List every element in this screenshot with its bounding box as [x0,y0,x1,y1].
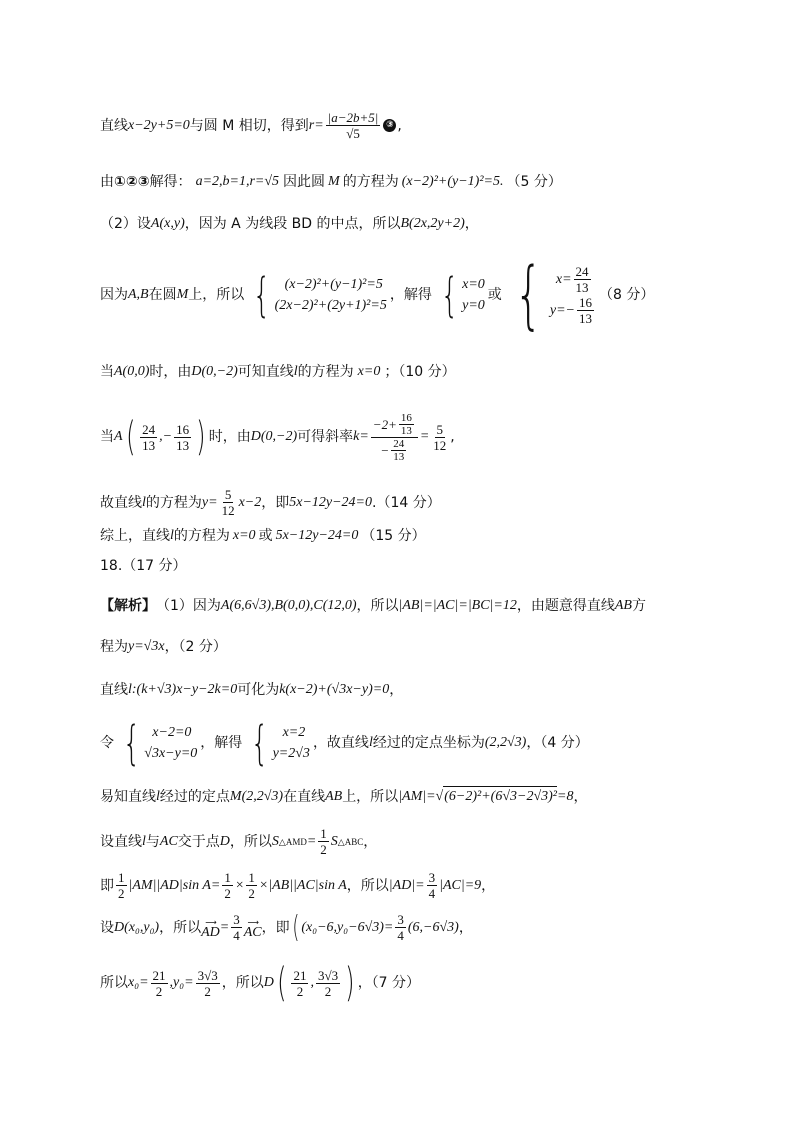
line-14 [100,786,587,807]
math: l:(k+√3)x−y−2k=0 [128,682,238,697]
line-12 [100,680,403,700]
text: 经过的定点坐标为 [372,735,485,751]
score: ，（2 分） [164,639,227,655]
text: ，所以 [356,598,399,614]
math: |AB|=|AC|=|BC|=12 [398,598,517,613]
text: 的方程为 [145,494,202,511]
numerator: 1 [248,870,255,885]
math: S [330,833,338,849]
math: D(x₀,y₀) [114,919,160,935]
math: l [368,735,373,750]
circled-refs: ①②③ [114,174,150,190]
denominator: 13 [400,424,412,437]
numerator: 24 [575,264,589,279]
denominator: 4 [397,928,404,943]
solution-system [435,268,485,322]
fraction [151,968,168,999]
equation: x=0 [462,277,485,292]
text: ，故直线 [312,735,369,751]
line-3 [100,214,479,234]
equation: (2x−2)²+(2y+1)²=5 [274,298,387,313]
vector-arrow-icon: ⟶ [205,917,216,927]
numerator: 5 [436,421,444,437]
math: (2,2√3) [241,788,284,804]
math: |AM||AD|sin A= [128,877,221,893]
right-paren: ) [345,960,355,1006]
analysis-tag: 【解析】 [100,598,156,614]
math: l [293,364,298,379]
math: AB [614,598,632,613]
text: 综上，直线 [100,528,170,544]
math: k= [353,429,369,444]
fraction [116,870,127,901]
left-paren: ( [125,414,136,460]
numerator: |a−2b+5| [327,110,379,125]
text: ，所以 [346,877,389,894]
text: , [397,117,402,134]
numerator: 16 [176,421,190,437]
numerator: 1 [118,870,125,885]
fraction [577,295,594,326]
math: M [229,788,242,804]
equation [550,295,596,326]
fraction [399,412,414,437]
numerator: 16 [400,411,412,424]
fraction [231,912,242,943]
fraction [574,264,591,295]
text: 直线 [100,117,128,134]
vector [201,918,220,938]
math: y=√3x [128,639,165,654]
math: |AC|=9 [439,877,482,893]
line-4 [100,252,655,338]
text: 故直线 [100,494,142,511]
text: 解得： [149,174,192,190]
math: ,y₀= [169,975,194,990]
line-10 [100,596,646,616]
text: 上，所以 [188,287,245,303]
math: x−2 [238,494,262,510]
equation: x=2 [282,725,306,740]
math: x=0 [357,364,381,379]
text: ，即 [261,494,290,511]
score: （15 分） [361,528,426,544]
math: ×|AB||AC|sin A [258,877,347,893]
denominator: 13 [142,437,156,453]
math: D [219,833,230,849]
math: A [114,429,123,444]
left-paren: ( [276,960,287,1006]
fraction [140,422,157,453]
system-rows [273,722,310,764]
line-8 [100,526,426,546]
left-brace: { [251,716,269,770]
math: A,B [128,287,149,302]
equation-system [247,268,387,322]
math: AD [201,924,220,940]
line-1 [100,110,402,141]
text: （2）设 [100,216,151,232]
text: 所以 [100,975,128,991]
text: 或 [258,528,273,544]
math: |AD|= [388,877,425,893]
denominator: 4 [233,928,240,943]
left-brace: { [514,252,543,338]
text: 在直线 [283,788,326,805]
right-paren: ) [196,414,206,460]
math: , [159,429,163,444]
denominator: 2 [118,886,125,901]
fraction [391,438,406,463]
equation: (x−2)²+(y−1)²=5 [284,277,383,292]
fraction [427,870,438,901]
text: 易知直线 [100,788,156,805]
numerator: 3 [233,912,240,927]
math: x= [555,271,572,287]
system-rows [144,722,197,764]
math: A(x,y) [150,216,185,231]
text: 因此圆 [283,174,326,190]
text: ，由题意得直线 [516,598,615,614]
text: 当 [100,364,114,380]
left-brace: { [122,716,141,770]
text: 可知直线 [237,364,294,380]
text: 方 [631,598,646,614]
denominator: 2 [204,983,211,999]
text: 上，所以 [342,788,399,805]
solution-system [505,252,596,338]
math: − [162,429,173,444]
equation: y=2√3 [272,746,310,761]
score: ；（10 分） [384,364,456,380]
solution-system [245,716,310,770]
text: 当 [100,429,114,445]
text: 设直线 [100,833,142,850]
text: 令 [100,735,114,751]
text: ， [363,833,378,850]
denominator: 2 [248,886,255,901]
math: S [271,833,279,849]
math: M [176,287,189,302]
fraction [196,968,220,999]
system-rows [550,264,596,326]
line-2 [100,172,562,192]
denominator: 2 [224,886,231,901]
text: ， [464,216,479,232]
circled-3: ③ [383,119,396,132]
math: − [380,442,390,458]
math: (x₀−6,y₀−6√3)= [301,919,394,935]
math: = [314,117,324,133]
math: l [142,494,146,510]
math: = [219,919,230,935]
subscript: △AMD [278,836,307,847]
text: 在圆 [148,287,177,303]
numerator: 21 [152,967,166,983]
math: y= [201,494,218,510]
score: ，（7 分） [357,975,421,991]
denominator: 12 [221,503,235,518]
radical-sign: √ [435,788,444,804]
numerator: 16 [578,295,592,310]
radicand: (6−2)²+(6√3−2√3)² [443,786,557,807]
text: ， [389,682,404,698]
text: ，解得 [200,735,243,751]
math: (2,2√3) [484,735,527,750]
math: −2+ [372,416,397,432]
text: ， [458,919,473,936]
fraction [174,422,191,453]
math: x [128,117,135,133]
fraction [395,912,406,943]
math: A(6,6√3),B(0,0),C(12,0) [220,598,357,613]
text: 即 [100,877,114,894]
fraction [291,968,308,999]
math: = [419,429,430,444]
system-rows [462,274,485,316]
math: l [156,788,160,804]
text: （5 分） [506,174,562,190]
text: ，所以 [159,919,202,936]
math: 5x−12y−24=0 [275,528,359,543]
line-13 [100,716,589,770]
text: , [450,429,455,445]
system-rows [275,274,387,316]
text: 的方程为 [297,364,354,380]
line-5 [100,362,456,382]
numerator: 3√3 [317,967,339,983]
math: B(2x,2y+2) [400,216,465,231]
numerator: 3√3 [197,967,218,983]
math: |AM|= [398,788,436,804]
numerator [371,412,418,438]
math: M [328,174,340,189]
text: ，因为 A 为线段 BD 的中点，所以 [184,216,401,232]
math: r [308,117,315,133]
text: 由 [100,174,114,190]
fraction [316,968,340,999]
fraction [220,487,237,518]
fraction [431,422,448,453]
denominator: 2 [155,983,163,999]
fraction [318,826,329,857]
text: ， [481,877,496,894]
math: (x−2)²+(y−1)²=5. [401,174,504,189]
fraction [246,870,257,901]
denominator [378,438,410,463]
math: D(0,−2) [250,429,298,444]
math: AB [325,788,343,804]
math: =8 [557,788,574,804]
equation-system [117,716,198,770]
denominator: √5 [346,126,360,141]
equation: y=0 [462,298,485,313]
text: 设 [100,919,114,936]
denominator: 13 [393,450,405,463]
left-brace: { [253,268,271,322]
numerator: 1 [224,870,231,885]
text: 可化为 [237,682,280,698]
numerator: 1 [320,826,327,841]
text: 经过的定点 [159,788,230,805]
math: D(0,−2) [191,364,238,379]
math: AC [243,924,262,940]
score: .（14 分） [372,494,441,511]
line-18 [100,960,420,1006]
math: = [306,833,317,849]
compound-fraction [371,412,418,463]
text: ，解得 [389,287,432,303]
line-17 [100,909,473,945]
math: (6,−6√3) [407,919,459,935]
denominator: 2 [320,842,327,857]
numerator: 5 [224,487,232,502]
math: AC [159,833,178,849]
math: x=0 [232,528,256,543]
line-7 [100,487,441,518]
denominator: 4 [428,886,436,901]
text: 交于点 [177,833,220,850]
text: 直线 [100,682,128,698]
numerator: 24 [393,437,405,450]
math: l [170,528,174,543]
score: ，（4 分） [526,735,589,751]
denominator: 12 [433,437,447,453]
text: 与圆 M 相切，得到 [189,117,309,134]
question-number: 18.（17 分） [100,558,187,574]
denominator: 13 [575,280,589,295]
left-brace: { [440,268,459,322]
text: 时，由 [149,364,192,380]
text: ，即 [261,919,290,936]
denominator: 2 [296,983,304,999]
math: x₀= [128,975,149,990]
line-11 [100,637,227,657]
text: 的方程为 [342,174,399,190]
denominator: 2 [324,983,332,999]
math: D [263,975,274,990]
text: 因为 [100,287,128,303]
score: （8 分） [598,287,655,303]
left-paren: ( [291,909,299,945]
numerator: 3 [397,912,404,927]
line-16 [100,870,495,901]
math: l [142,833,146,849]
math: a=2,b=1,r=√5 [195,174,280,189]
math: k(x−2)+(√3x−y)=0 [279,682,390,697]
text: ，所以 [229,833,272,850]
fraction [326,110,381,141]
math: −2y+5=0 [134,117,190,133]
line-9 [100,556,187,576]
line-6 [100,402,455,472]
math: × [234,877,245,893]
math: , [310,975,314,990]
denominator: 13 [176,437,190,453]
equation: √3x−y=0 [144,746,198,761]
numerator: 21 [293,967,307,983]
text: 可得斜率 [297,429,354,445]
subscript: △ABC [337,836,364,847]
text: ， [573,788,588,805]
text: 或 [487,287,502,303]
numerator: 24 [142,421,156,437]
line-15 [100,826,377,857]
equation: x−2=0 [152,725,192,740]
text: （1）因为 [156,598,221,614]
math: y=− [549,302,575,318]
math: 5x−12y−24=0 [289,494,373,510]
math: A(0,0) [114,364,150,379]
denominator: 13 [578,311,592,326]
text: 的方程为 [173,528,230,544]
vector-arrow-icon: ⟶ [247,917,258,927]
equation [550,264,596,295]
text: 程为 [100,639,128,655]
text: ，所以 [221,975,264,991]
fraction [222,870,233,901]
vector [244,918,262,938]
text: 与 [145,833,160,850]
numerator: 3 [428,870,436,885]
text: 时，由 [208,429,251,445]
